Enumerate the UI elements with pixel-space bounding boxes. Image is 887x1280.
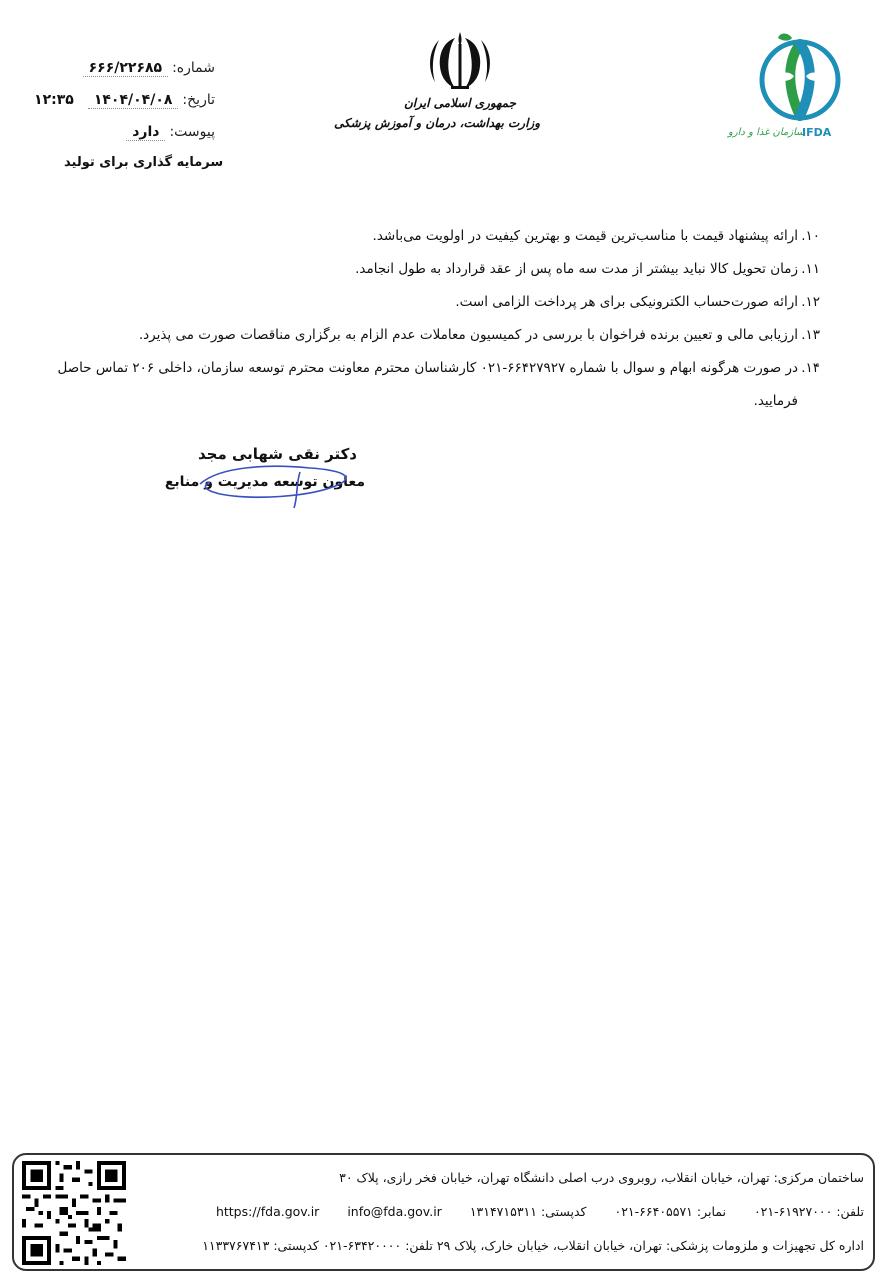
signature-scribble: [164, 450, 365, 510]
qr-code-icon: [22, 1161, 126, 1265]
date-value: ۱۴۰۴/۰۴/۰۸: [88, 92, 179, 109]
footer-website[interactable]: https://fda.gov.ir: [215, 1204, 320, 1219]
footer-office: اداره کل تجهیزات و ملزومات پزشکی: تهران، خیابان انقلاب، خیابان خارک، پلاک ۲۹ تلفن: ۶۳۴۲۰۰۰۰-۰۲۱ کدپستی: ۱۱۳۳۷۶۷۴۱۳: [202, 1238, 864, 1253]
attachment-value: دارد: [126, 124, 165, 141]
emblem-ministry: وزارت بهداشت، درمان و آموزش پزشکی: [334, 116, 540, 130]
government-emblem: [334, 28, 540, 130]
item-number: ۱۳.: [801, 327, 820, 343]
item-text: در صورت هرگونه ابهام و سوال با شماره ۶۶۴۲۷۹۲۷-۰۲۱ کارشناسان محترم معاونت محترم توسعه سازمان، داخلی ۲۰۶ تماس حاصل فرمایید.: [57, 360, 798, 409]
number-label: شماره:: [172, 60, 215, 76]
logo-abbr: IFDA: [802, 126, 832, 139]
attachment-row: [0, 124, 215, 156]
attachment-label: پیوست:: [169, 124, 215, 140]
ifda-logo-icon: [728, 30, 858, 130]
conditions-list: [20, 220, 820, 418]
footer-postal: کدپستی: ۱۳۱۴۷۱۵۳۱۱: [469, 1204, 587, 1219]
list-item: [20, 352, 820, 418]
time-value: ۱۲:۳۵: [34, 92, 74, 108]
item-number: ۱۱.: [801, 261, 820, 277]
ifda-logo: [728, 30, 858, 148]
item-text: ارائه صورت‌حساب الکترونیکی برای هر پرداخت الزامی است.: [455, 294, 798, 310]
letter-footer: [12, 1153, 875, 1271]
footer-address: ساختمان مرکزی: تهران، خیابان انقلاب، روبروی درب اصلی دانشگاه تهران، خیابان فخر رازی، پلاک ۳۰: [339, 1170, 864, 1185]
number-row: [0, 60, 215, 92]
emblem-country: جمهوری اسلامی ایران: [403, 96, 517, 110]
date-row: [0, 92, 215, 124]
government-emblem-icon: [425, 28, 495, 92]
item-number: ۱۲.: [801, 294, 820, 310]
footer-fax: نمابر: ۶۶۴۰۵۵۷۱-۰۲۱: [614, 1204, 726, 1219]
list-item: [20, 253, 820, 286]
item-text: ارائه پیشنهاد قیمت با مناسب‌ترین قیمت و بهترین کیفیت در اولویت می‌باشد.: [372, 228, 798, 244]
letter-meta: [0, 60, 215, 156]
number-value: ۶۶۶/۲۲۶۸۵: [83, 60, 168, 77]
letter-subject: سرمایه گذاری برای تولید: [64, 155, 224, 170]
date-label: تاریخ:: [182, 92, 215, 108]
signatory-title: معاون توسعه مدیریت و منابع: [164, 474, 365, 490]
footer-line-contact: [138, 1195, 864, 1229]
footer-contact-lines: [138, 1161, 864, 1263]
footer-email[interactable]: info@fda.gov.ir: [347, 1204, 442, 1219]
logo-text: سازمان غذا و دارو: [728, 127, 805, 138]
item-number: ۱۰.: [801, 228, 820, 244]
item-number: ۱۴.: [801, 360, 820, 376]
list-item: [20, 286, 820, 319]
footer-line-address: [138, 1161, 864, 1195]
item-text: زمان تحویل کالا نباید بیشتر از مدت سه ماه پس از عقد قرارداد به طول انجامد.: [355, 261, 798, 277]
signature-block: [164, 440, 365, 496]
footer-line-office: [138, 1229, 864, 1263]
item-text: ارزیابی مالی و تعیین برنده فراخوان با بررسی در کمیسیون معاملات عدم الزام به برگزاری مناقصات صورت می پذیرد.: [138, 327, 798, 343]
list-item: [20, 220, 820, 253]
list-item: [20, 319, 820, 352]
signatory-name: دکتر نقی شهابی مجد: [197, 445, 357, 463]
footer-phone: تلفن: ۶۱۹۲۷۰۰۰-۰۲۱: [753, 1204, 864, 1219]
